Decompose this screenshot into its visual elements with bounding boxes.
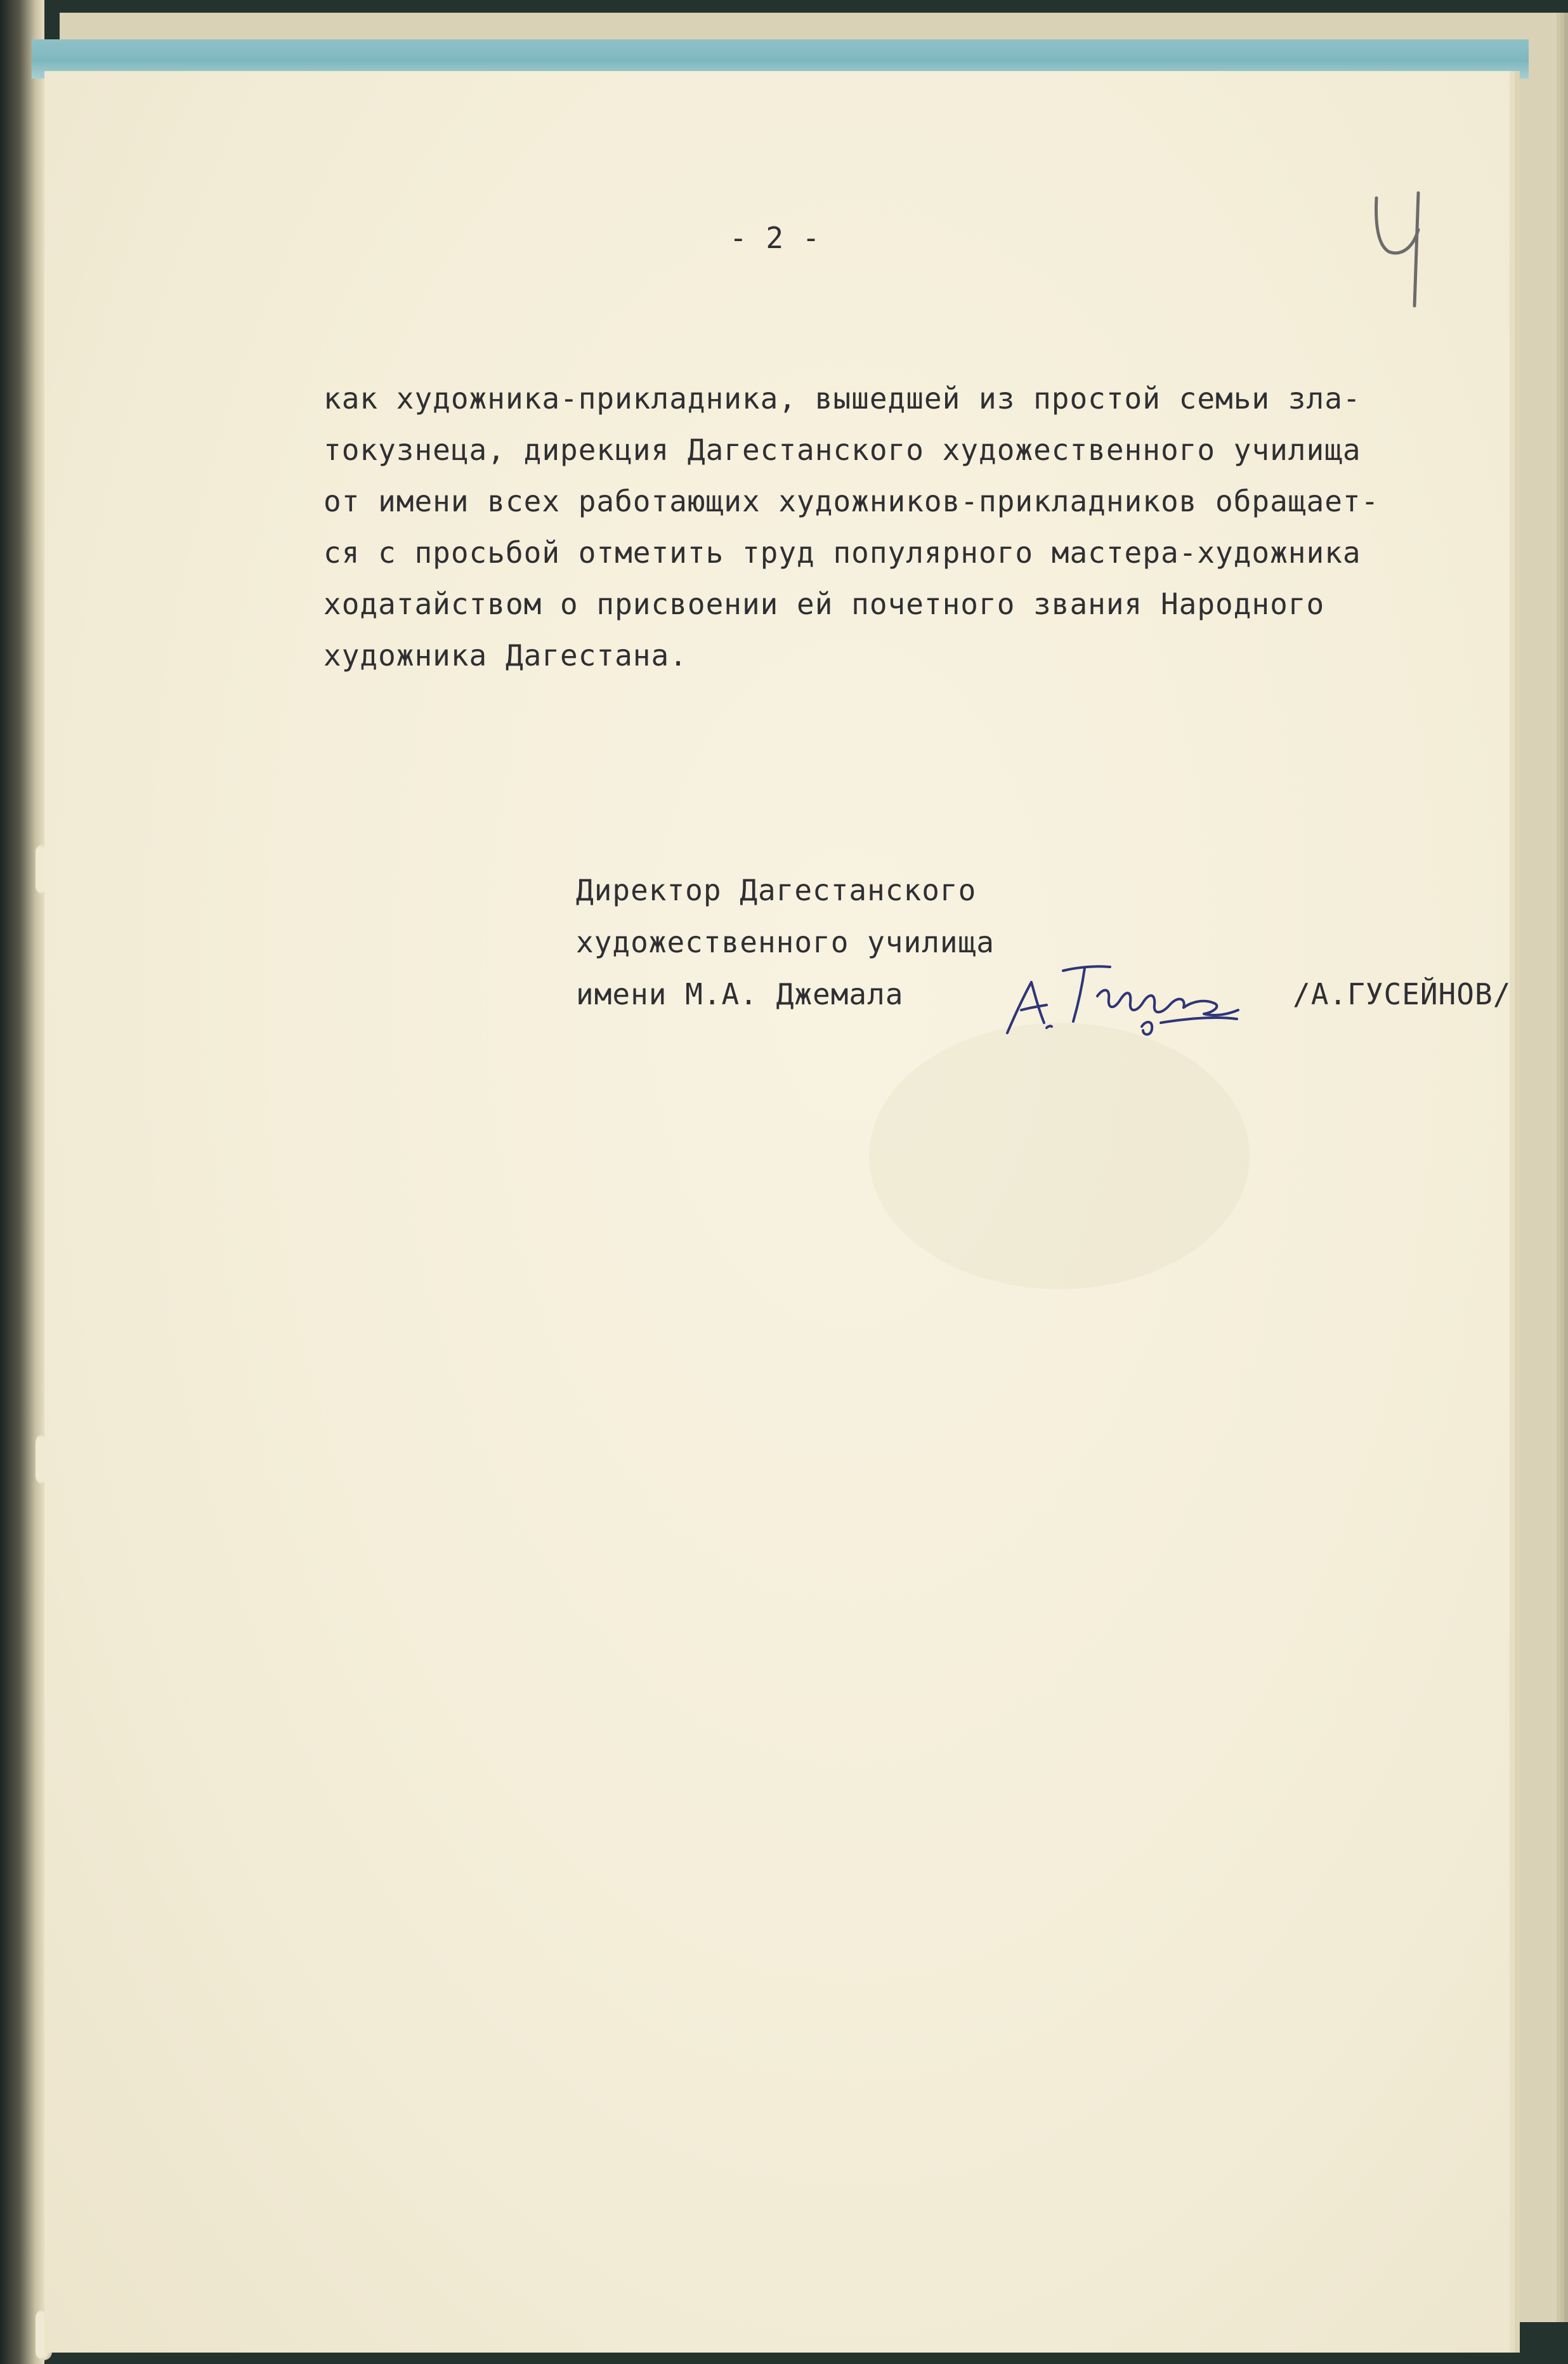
paper-stain bbox=[869, 1023, 1250, 1289]
signatory-title bbox=[576, 864, 995, 1020]
signer-name: /А.ГУСЕЙНОВ/ bbox=[1293, 977, 1512, 1011]
page-number: - 2 - bbox=[729, 221, 821, 255]
body-line: ходатайством о присвоении ей почетного звания Народного bbox=[323, 587, 1325, 621]
letter-body bbox=[323, 373, 1379, 681]
folio-number-mark bbox=[1364, 185, 1434, 312]
body-line: от имени всех работающих художников-прикладников обращает- bbox=[323, 484, 1380, 518]
body-line: ся с просьбой отметить труд популярного мастера-художника bbox=[323, 535, 1361, 570]
signatory-title-line: Директор Дагестанского bbox=[576, 873, 977, 907]
signatory-title-line: имени М.А. Джемала bbox=[576, 977, 904, 1011]
handwritten-signature bbox=[1002, 952, 1243, 1041]
signatory-title-line: художественного училища bbox=[576, 925, 995, 959]
folder-binding bbox=[0, 0, 44, 2364]
body-line: токузнеца, дирекция Дагестанского художественного училища bbox=[323, 433, 1361, 467]
body-line: художника Дагестана. bbox=[323, 638, 688, 673]
document-page bbox=[44, 71, 1510, 2353]
body-line: как художника-прикладника, вышедшей из простой семьи зла- bbox=[323, 381, 1361, 416]
